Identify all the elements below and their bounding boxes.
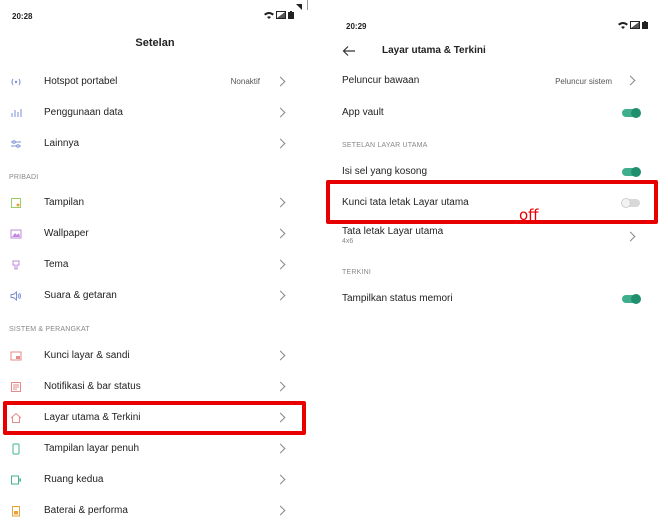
sound-icon (10, 290, 22, 302)
chevron-right-icon (276, 475, 286, 485)
status-bar (320, 0, 668, 31)
wallpaper-icon (10, 228, 22, 240)
settings-item-sound[interactable] (0, 280, 310, 311)
home-layout-row[interactable] (320, 222, 668, 253)
settings-item-label: Penggunaan data (44, 107, 123, 118)
data-usage-icon (10, 107, 22, 119)
settings-item-lock-screen[interactable] (0, 340, 310, 371)
chevron-right-icon (626, 76, 636, 86)
settings-item-notifications[interactable] (0, 371, 310, 402)
hotspot-icon (10, 76, 22, 88)
chevron-right-icon (276, 139, 286, 149)
memory-status-toggle[interactable] (622, 295, 640, 303)
settings-item-more[interactable] (0, 128, 310, 159)
row-label: App vault (342, 107, 384, 118)
status-bar (0, 0, 310, 22)
battery-icon (10, 505, 22, 517)
battery-status-icon (642, 21, 648, 29)
settings-item-label: Notifikasi & bar status (44, 381, 141, 392)
highlight-box (326, 180, 658, 224)
page-title: Setelan (135, 37, 175, 49)
settings-item-second-space[interactable] (0, 464, 310, 495)
row-label: Kunci tata letak Layar utama (342, 197, 469, 208)
settings-item-label: Tampilan (44, 197, 85, 208)
status-time: 20:28 (12, 12, 33, 21)
settings-item-label: Baterai & performa (44, 505, 128, 516)
chevron-right-icon (276, 444, 286, 454)
app-vault-toggle[interactable] (622, 109, 640, 117)
more-settings-icon (10, 138, 22, 150)
settings-screen (0, 0, 310, 521)
settings-item-label: Layar utama & Terkini (44, 412, 141, 423)
back-arrow-icon[interactable] (342, 45, 356, 57)
lock-screen-icon (10, 350, 22, 362)
settings-item-fullscreen[interactable] (0, 433, 310, 464)
settings-item-hotspot[interactable] (0, 66, 310, 97)
chevron-right-icon (626, 232, 636, 242)
second-space-icon (10, 474, 22, 486)
row-label: Peluncur bawaan (342, 75, 420, 86)
settings-item-label: Wallpaper (44, 228, 89, 239)
section-header-system: SISTEM & PERANGKAT (9, 326, 90, 333)
settings-item-wallpaper[interactable] (0, 218, 310, 249)
settings-item-theme[interactable] (0, 249, 310, 280)
row-label: Tampilkan status memori (342, 293, 453, 304)
signal-icon (276, 11, 286, 19)
page-title: Layar utama & Terkini (382, 45, 486, 56)
settings-item-label: Suara & getaran (44, 290, 117, 301)
fullscreen-icon (10, 443, 22, 455)
section-header-recent: TERKINI (342, 269, 372, 276)
chevron-right-icon (276, 506, 286, 516)
default-launcher-row[interactable] (320, 65, 668, 96)
app-vault-row[interactable] (320, 97, 668, 128)
notification-icon (10, 381, 22, 393)
display-icon (10, 197, 22, 209)
wifi-icon (618, 21, 628, 29)
settings-item-data-usage[interactable] (0, 97, 310, 128)
settings-item-battery[interactable] (0, 495, 310, 521)
chevron-right-icon (276, 291, 286, 301)
row-label: Isi sel yang kosong (342, 166, 428, 177)
chevron-right-icon (276, 77, 286, 87)
chevron-right-icon (276, 351, 286, 361)
row-label: Tata letak Layar utama (342, 226, 444, 237)
chevron-right-icon (276, 260, 286, 270)
settings-item-label: Ruang kedua (44, 474, 104, 485)
memory-status-row[interactable] (320, 283, 668, 314)
theme-icon (10, 259, 22, 271)
section-header-personal: PRIBADI (9, 174, 39, 181)
annotation-off: off (519, 206, 539, 224)
settings-item-label: Tema (44, 259, 69, 270)
section-header-home: SETELAN LAYAR UTAMA (342, 142, 428, 149)
battery-status-icon (288, 11, 294, 19)
status-time: 20:29 (346, 22, 367, 31)
settings-item-value: Nonaktif (230, 77, 260, 86)
settings-item-label: Kunci layar & sandi (44, 350, 130, 361)
chevron-right-icon (276, 198, 286, 208)
wifi-icon (264, 11, 274, 19)
chevron-right-icon (276, 108, 286, 118)
settings-item-display[interactable] (0, 187, 310, 218)
row-value: Peluncur sistem (555, 77, 612, 86)
settings-item-label: Hotspot portabel (44, 76, 118, 87)
chevron-right-icon (276, 229, 286, 239)
highlight-box (3, 401, 306, 435)
chevron-right-icon (276, 382, 286, 392)
row-subtitle: 4x6 (342, 238, 354, 245)
fill-empty-cells-toggle[interactable] (622, 168, 640, 176)
settings-item-label: Tampilan layar penuh (44, 443, 140, 454)
settings-item-label: Lainnya (44, 138, 80, 149)
signal-icon (630, 21, 640, 29)
home-screen-settings (320, 0, 668, 521)
